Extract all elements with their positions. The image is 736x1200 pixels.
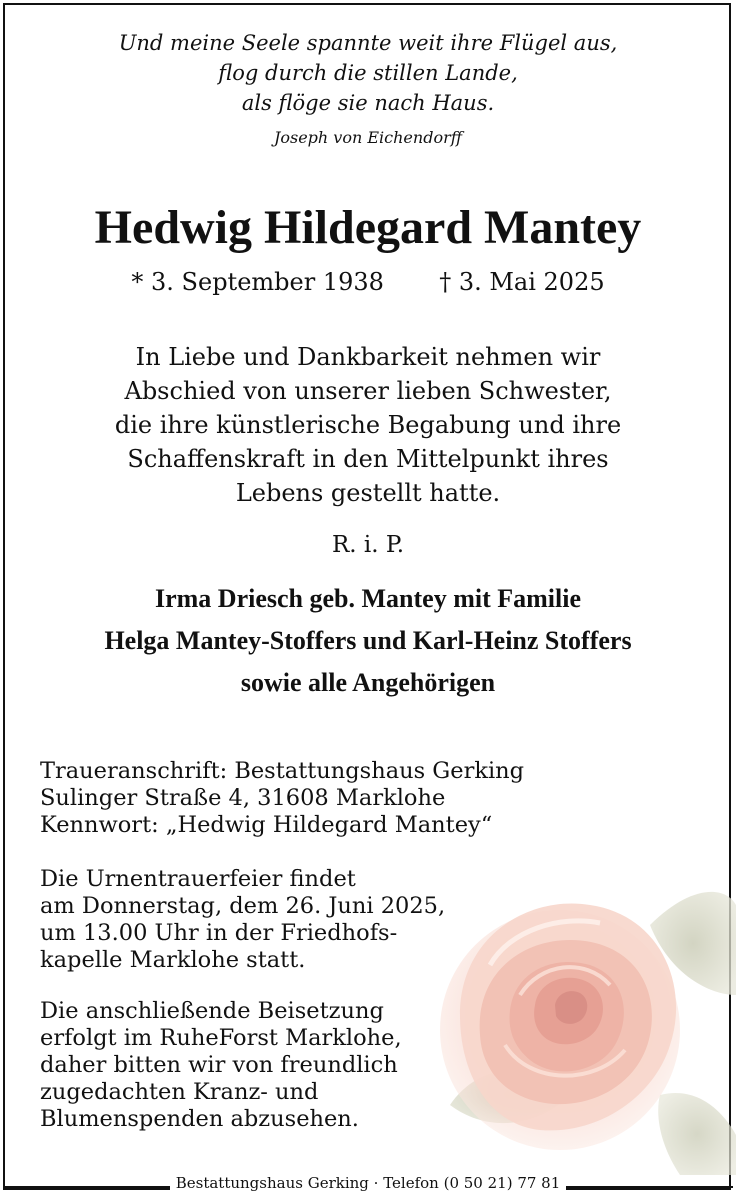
footer <box>0 1174 736 1194</box>
burial-line: Blumenspenden abzusehen. <box>40 1106 359 1132</box>
burial-line: daher bitten wir von freundlich <box>40 1052 398 1078</box>
burial-line: erfolgt im RuheForst Marklohe, <box>40 1025 402 1051</box>
deceased-name: Hedwig Hildegard Mantey <box>94 201 642 254</box>
message-line: Abschied von unserer lieben Schwester, <box>124 377 612 405</box>
burial-line: zugedachten Kranz- und <box>40 1079 319 1105</box>
address-block <box>40 758 524 839</box>
mourners <box>0 578 736 704</box>
address-line: Sulinger Straße 4, 31608 Marklohe <box>40 785 446 811</box>
ceremony-block <box>40 866 445 974</box>
message-line: Schaffenskraft in den Mittelpunkt ihres <box>127 445 609 473</box>
message-line: Lebens gestellt hatte. <box>235 479 501 507</box>
ceremony-line: Die Urnentrauerfeier findet <box>40 866 356 892</box>
poem-line: als flöge sie nach Haus. <box>241 91 495 115</box>
farewell-message <box>0 340 736 510</box>
burial-block <box>40 998 402 1133</box>
poem-author: Joseph von Eichendorff <box>273 128 463 147</box>
address-line: Traueranschrift: Bestattungshaus Gerking <box>40 758 525 784</box>
ceremony-line: kapelle Marklohe statt. <box>40 947 306 973</box>
burial-line: Die anschließende Beisetzung <box>40 998 384 1024</box>
message-line: In Liebe und Dankbarkeit nehmen wir <box>135 343 601 371</box>
poem-line: Und meine Seele spannte weit ihre Flügel aus, <box>118 31 618 55</box>
death-date: † 3. Mai 2025 <box>439 268 605 296</box>
ceremony-line: um 13.00 Uhr in der Friedhofs- <box>40 920 398 946</box>
rose-illustration <box>420 845 736 1175</box>
funeral-home-contact: Bestattungshaus Gerking · Telefon (0 50 21) 77 81 <box>170 1174 567 1192</box>
mourner-line: Helga Mantey-Stoffers und Karl-Heinz Stoffers <box>104 626 632 655</box>
footer-text-wrap <box>0 1174 736 1192</box>
birth-date: * 3. September 1938 <box>131 268 384 296</box>
message-line: die ihre künstlerische Begabung und ihre <box>114 411 622 439</box>
rip-text: R. i. P. <box>331 532 405 558</box>
mourner-line: sowie alle Angehörigen <box>240 668 496 697</box>
address-line: Kennwort: „Hedwig Hildegard Mantey“ <box>40 812 493 838</box>
ceremony-line: am Donnerstag, dem 26. Juni 2025, <box>40 893 446 919</box>
mourner-line: Irma Driesch geb. Mantey mit Familie <box>154 584 581 613</box>
poem <box>0 28 736 118</box>
life-dates <box>0 268 736 296</box>
poem-line: flog durch die stillen Lande, <box>218 61 518 85</box>
